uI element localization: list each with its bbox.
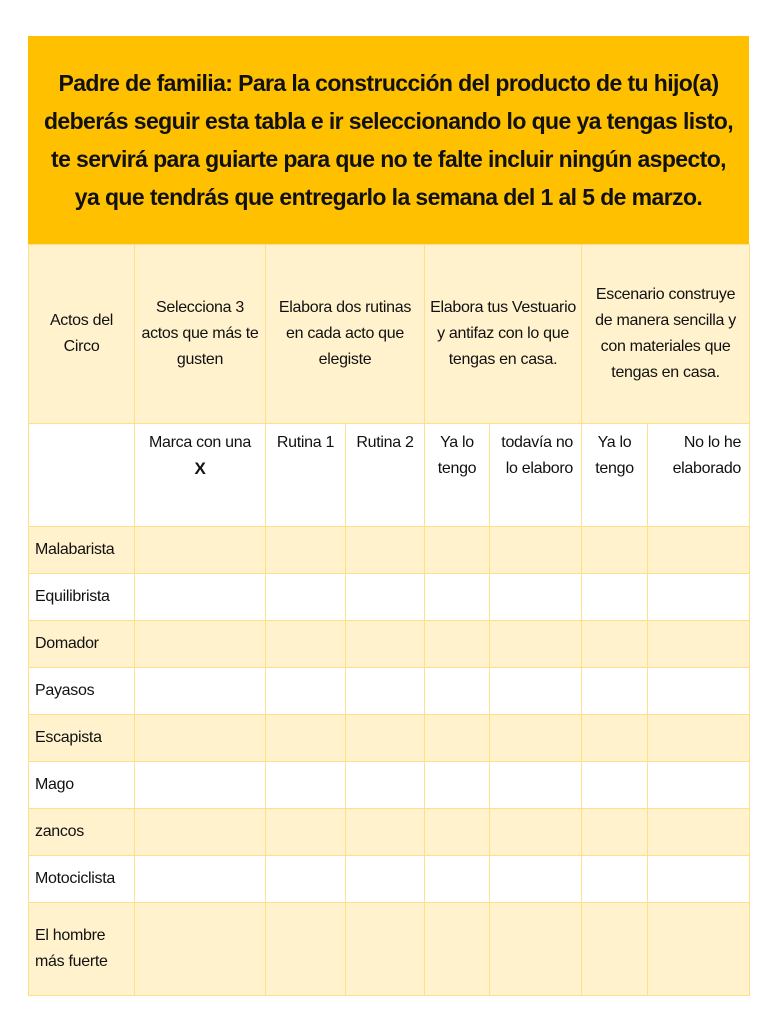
checklist-cell[interactable]: [346, 668, 425, 715]
checklist-cell[interactable]: [135, 621, 266, 668]
checklist-cell[interactable]: [582, 574, 648, 621]
checklist-cell[interactable]: [425, 527, 490, 574]
checklist-cell[interactable]: [135, 762, 266, 809]
checklist-cell[interactable]: [135, 856, 266, 903]
act-name: Malabarista: [29, 527, 135, 574]
checklist-cell[interactable]: [266, 809, 346, 856]
checklist-cell[interactable]: [648, 809, 750, 856]
checklist-cell[interactable]: [648, 856, 750, 903]
subheader-row: [29, 424, 750, 527]
checklist-cell[interactable]: [425, 809, 490, 856]
checklist-cell[interactable]: [346, 527, 425, 574]
checklist-cell[interactable]: [425, 762, 490, 809]
header-escenario: Escenario construye de manera sencilla y con materiales que tengas en casa.: [582, 245, 750, 424]
header-actos: Actos del Circo: [29, 245, 135, 424]
checklist-cell[interactable]: [582, 856, 648, 903]
marca-x: X: [194, 459, 206, 478]
header-row: [29, 245, 750, 424]
act-name: Motociclista: [29, 856, 135, 903]
checklist-cell[interactable]: [490, 809, 582, 856]
header-elabora-rutinas: Elabora dos rutinas en cada acto que elegiste: [266, 245, 425, 424]
table-row: [29, 762, 750, 809]
checklist-cell[interactable]: [266, 527, 346, 574]
checklist-cell[interactable]: [346, 762, 425, 809]
subheader-rutina2: Rutina 2: [346, 424, 425, 527]
subheader-todavia: todavía no lo elaboro: [490, 424, 582, 527]
checklist-cell[interactable]: [266, 574, 346, 621]
checklist-cell[interactable]: [582, 527, 648, 574]
checklist-cell[interactable]: [266, 668, 346, 715]
checklist-cell[interactable]: [346, 574, 425, 621]
subheader-ya-lo-tengo-1: Ya lo tengo: [425, 424, 490, 527]
checklist-cell[interactable]: [425, 856, 490, 903]
checklist-cell[interactable]: [346, 903, 425, 996]
checklist-cell[interactable]: [490, 903, 582, 996]
header-selecciona: Selecciona 3 actos que más te gusten: [135, 245, 266, 424]
checklist-cell[interactable]: [490, 527, 582, 574]
checklist-cell[interactable]: [648, 527, 750, 574]
table-row: [29, 574, 750, 621]
acts-body: [29, 527, 750, 996]
checklist-cell[interactable]: [582, 668, 648, 715]
checklist-cell[interactable]: [266, 903, 346, 996]
checklist-cell[interactable]: [135, 715, 266, 762]
marca-label: Marca con una: [149, 434, 251, 451]
act-name: Domador: [29, 621, 135, 668]
checklist-cell[interactable]: [490, 574, 582, 621]
checklist-cell[interactable]: [425, 574, 490, 621]
checklist-cell[interactable]: [425, 715, 490, 762]
checklist-cell[interactable]: [490, 856, 582, 903]
circus-checklist-table: [28, 244, 750, 996]
checklist-cell[interactable]: [582, 903, 648, 996]
table-row: [29, 668, 750, 715]
act-name: El hombre más fuerte: [29, 903, 135, 996]
act-name: zancos: [29, 809, 135, 856]
checklist-sheet: [28, 36, 749, 996]
subheader-rutina1: Rutina 1: [266, 424, 346, 527]
header-vestuario: Elabora tus Vestuario y antifaz con lo que tengas en casa.: [425, 245, 582, 424]
subheader-marca: [135, 424, 266, 527]
checklist-cell[interactable]: [648, 715, 750, 762]
checklist-cell[interactable]: [490, 668, 582, 715]
act-name: Mago: [29, 762, 135, 809]
checklist-cell[interactable]: [582, 809, 648, 856]
checklist-cell[interactable]: [346, 715, 425, 762]
act-name: Equilibrista: [29, 574, 135, 621]
table-row: [29, 621, 750, 668]
checklist-cell[interactable]: [135, 574, 266, 621]
instructions-banner: [28, 36, 749, 244]
instructions-text: Padre de familia: Para la construcción del producto de tu hijo(a) deberás seguir esta tabla e ir seleccionando lo que ya tengas listo, te servirá para guiarte para que no te falte incluir ningún aspecto, ya que tendrás que entregarlo la semana del 1 al 5 de marzo.: [43, 70, 734, 210]
checklist-cell[interactable]: [135, 527, 266, 574]
checklist-cell[interactable]: [135, 668, 266, 715]
checklist-cell[interactable]: [582, 762, 648, 809]
checklist-cell[interactable]: [346, 621, 425, 668]
checklist-cell[interactable]: [582, 715, 648, 762]
checklist-cell[interactable]: [648, 903, 750, 996]
subheader-no-lo-he: No lo he elaborado: [648, 424, 750, 527]
table-row: [29, 527, 750, 574]
checklist-cell[interactable]: [135, 809, 266, 856]
checklist-cell[interactable]: [648, 621, 750, 668]
table-row: [29, 903, 750, 996]
checklist-cell[interactable]: [346, 809, 425, 856]
checklist-cell[interactable]: [648, 668, 750, 715]
checklist-cell[interactable]: [648, 762, 750, 809]
checklist-cell[interactable]: [135, 903, 266, 996]
checklist-cell[interactable]: [582, 621, 648, 668]
checklist-cell[interactable]: [425, 903, 490, 996]
checklist-cell[interactable]: [266, 762, 346, 809]
checklist-cell[interactable]: [266, 856, 346, 903]
table-row: [29, 856, 750, 903]
subheader-ya-lo-tengo-2: Ya lo tengo: [582, 424, 648, 527]
checklist-cell[interactable]: [490, 621, 582, 668]
checklist-cell[interactable]: [346, 856, 425, 903]
checklist-cell[interactable]: [490, 715, 582, 762]
checklist-cell[interactable]: [425, 621, 490, 668]
act-name: Escapista: [29, 715, 135, 762]
checklist-cell[interactable]: [648, 574, 750, 621]
act-name: Payasos: [29, 668, 135, 715]
subheader-empty: [29, 424, 135, 527]
checklist-cell[interactable]: [266, 621, 346, 668]
table-row: [29, 715, 750, 762]
checklist-cell[interactable]: [490, 762, 582, 809]
checklist-cell[interactable]: [266, 715, 346, 762]
checklist-cell[interactable]: [425, 668, 490, 715]
table-row: [29, 809, 750, 856]
